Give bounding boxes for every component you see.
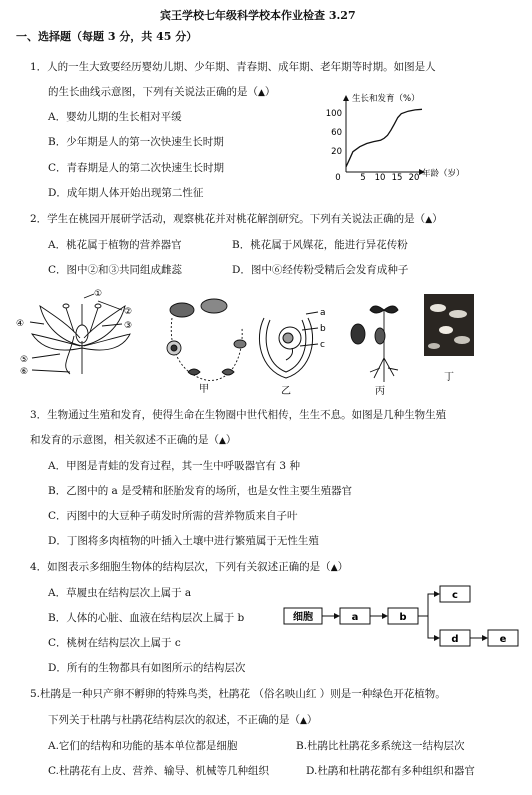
q1-stem-close: ） bbox=[264, 86, 276, 98]
q5-stem-close: ） bbox=[306, 714, 318, 726]
figure-label-ding: 丁 bbox=[444, 372, 454, 383]
flow-label-e: e bbox=[499, 634, 507, 645]
q1-option-c: C．青春期是人的第二次快速生长时期 bbox=[48, 162, 225, 174]
flow-label-b: b bbox=[399, 612, 407, 623]
q3-stem-text: 和发育的示意图，相关叙述不正确的是（ bbox=[30, 434, 219, 446]
answer-blank-triangle: ▲ bbox=[425, 215, 433, 225]
q1-stem-text: 的生长曲线示意图，下列有关说法正确的是（ bbox=[48, 86, 258, 98]
q2-option-c: C．图中②和③共同组成雌蕊 bbox=[48, 264, 183, 276]
x-tick-5: 5 bbox=[360, 173, 366, 183]
q4-option-c: C．桃树在结构层次上属于 c bbox=[48, 637, 181, 649]
q2-stem bbox=[30, 213, 443, 227]
flower-label-1: ① bbox=[94, 289, 103, 299]
q2-option-a: A．桃花属于植物的营养器官 bbox=[48, 239, 182, 251]
x-tick-0: 0 bbox=[335, 173, 341, 183]
q5-stem-line1: 5.杜鹃是一种只产卵不孵卵的特殊鸟类，杜鹃花 （俗名映山红 ）则是一种绿色开花植物。 bbox=[30, 688, 446, 700]
frog-life-cycle-jia bbox=[160, 288, 248, 398]
flow-label-c: c bbox=[452, 590, 458, 601]
peach-flower-diagram bbox=[10, 286, 150, 382]
q1-stem-line1: 1．人的一生大致要经历婴幼儿期、少年期、青春期、成年期、老年期等时期。如图是人 bbox=[30, 61, 436, 73]
q1-stem-line2 bbox=[48, 86, 275, 100]
q3-option-a: A．甲图是青蛙的发育过程，其一生中呼吸器官有 3 种 bbox=[48, 460, 300, 472]
answer-blank-triangle: ▲ bbox=[330, 563, 338, 573]
growth-chart bbox=[318, 86, 478, 186]
yi-label-b: b bbox=[320, 324, 326, 334]
q4-option-d: D．所有的生物都具有如图所示的结构层次 bbox=[48, 662, 246, 674]
q4-option-a: A．草履虫在结构层次上属于 a bbox=[48, 587, 192, 599]
q3-stem-line1: 3．生物通过生殖和发育，使得生命在生物圈中世代相传，生生不息。如图是几种生物生殖 bbox=[30, 409, 447, 421]
bean-germination-bing bbox=[340, 288, 420, 398]
flower-label-2: ② bbox=[124, 307, 133, 317]
growth-curve bbox=[346, 109, 422, 167]
x-axis-label: 年龄（岁） bbox=[422, 169, 465, 179]
flow-label-a: a bbox=[351, 612, 359, 623]
q4-stem bbox=[30, 561, 348, 575]
q3-stem-line2 bbox=[30, 434, 236, 448]
x-tick-20: 20 bbox=[408, 173, 420, 183]
q2-stem-text: 2．学生在桃园开展研学活动，观察桃花并对桃花解剖研究。下列有关说法正确的是（ bbox=[30, 213, 426, 225]
q1-option-b: B．少年期是人的第一次快速生长时期 bbox=[48, 136, 224, 148]
q5-option-a: A.它们的结构和功能的基本单位都是细胞 bbox=[48, 740, 238, 752]
y-tick-20: 20 bbox=[331, 147, 342, 157]
q5-option-b: B.杜鹃比杜鹃花多系统这一结构层次 bbox=[296, 740, 465, 752]
y-tick-100: 100 bbox=[325, 109, 342, 119]
flower-label-5: ⑤ bbox=[20, 355, 29, 365]
structure-level-flowchart bbox=[282, 580, 520, 652]
q5-option-c: C.杜鹃花有上皮、营养、输导、机械等几种组织 bbox=[48, 765, 269, 777]
yi-label-c: c bbox=[320, 340, 325, 350]
q4-stem-text: 4．如图表示多细胞生物体的结构层次，下列有关叙述正确的是（ bbox=[30, 561, 331, 573]
flower-label-3: ③ bbox=[124, 321, 133, 331]
x-tick-10: 10 bbox=[374, 173, 386, 183]
figure-label-bing: 丙 bbox=[375, 386, 385, 397]
q3-stem-close: ） bbox=[225, 434, 237, 446]
q4-option-b: B．人体的心脏、血液在结构层次上属于 b bbox=[48, 612, 245, 624]
q1-option-d: D．成年期人体开始出现第二性征 bbox=[48, 187, 204, 199]
q5-stem-text: 下列关于杜鹃与杜鹃花结构层次的叙述，不正确的是（ bbox=[48, 714, 300, 726]
page-title: 宾王学校七年级科学校本作业检查 3.27 bbox=[160, 9, 356, 22]
q1-option-a: A．婴幼儿期的生长相对平缓 bbox=[48, 111, 182, 123]
figure-label-jia: 甲 bbox=[199, 384, 209, 395]
q2-stem-close: ） bbox=[432, 213, 443, 225]
answer-blank-triangle: ▲ bbox=[219, 436, 226, 446]
answer-blank-triangle: ▲ bbox=[258, 88, 265, 98]
section-heading: 一、选择题（每题 3 分，共 45 分） bbox=[16, 30, 198, 43]
flow-label-d: d bbox=[451, 634, 459, 645]
q5-option-d: D.杜鹃和杜鹃花都有多种组织和器官 bbox=[306, 765, 475, 777]
q2-option-d: D．图中⑥经传粉受精后会发育成种子 bbox=[232, 264, 409, 276]
flower-label-4: ④ bbox=[16, 319, 25, 329]
q4-stem-close: ） bbox=[337, 561, 349, 573]
q3-option-b: B．乙图中的 a 是受精和胚胎发育的场所，也是女性主要生殖器官 bbox=[48, 485, 353, 497]
q3-option-d: D．丁图将多肉植物的叶插入土壤中进行繁殖属于无性生殖 bbox=[48, 535, 319, 547]
q5-stem-line2 bbox=[48, 714, 317, 728]
y-tick-60: 60 bbox=[331, 128, 342, 138]
flow-label-cell: 细胞 bbox=[293, 612, 313, 623]
succulent-photo-ding bbox=[424, 294, 478, 398]
figure-label-yi: 乙 bbox=[281, 386, 291, 397]
q3-option-c: C．丙图中的大豆种子萌发时所需的营养物质来自子叶 bbox=[48, 510, 298, 522]
y-axis-label: 生长和发育（%） bbox=[352, 94, 420, 104]
yi-label-a: a bbox=[320, 308, 326, 318]
x-tick-15: 15 bbox=[391, 173, 403, 183]
flower-label-6: ⑥ bbox=[20, 367, 29, 377]
answer-blank-triangle: ▲ bbox=[300, 716, 307, 726]
uterus-embryo-yi bbox=[250, 298, 338, 398]
q2-option-b: B．桃花属于风媒花，能进行异花传粉 bbox=[232, 239, 408, 251]
